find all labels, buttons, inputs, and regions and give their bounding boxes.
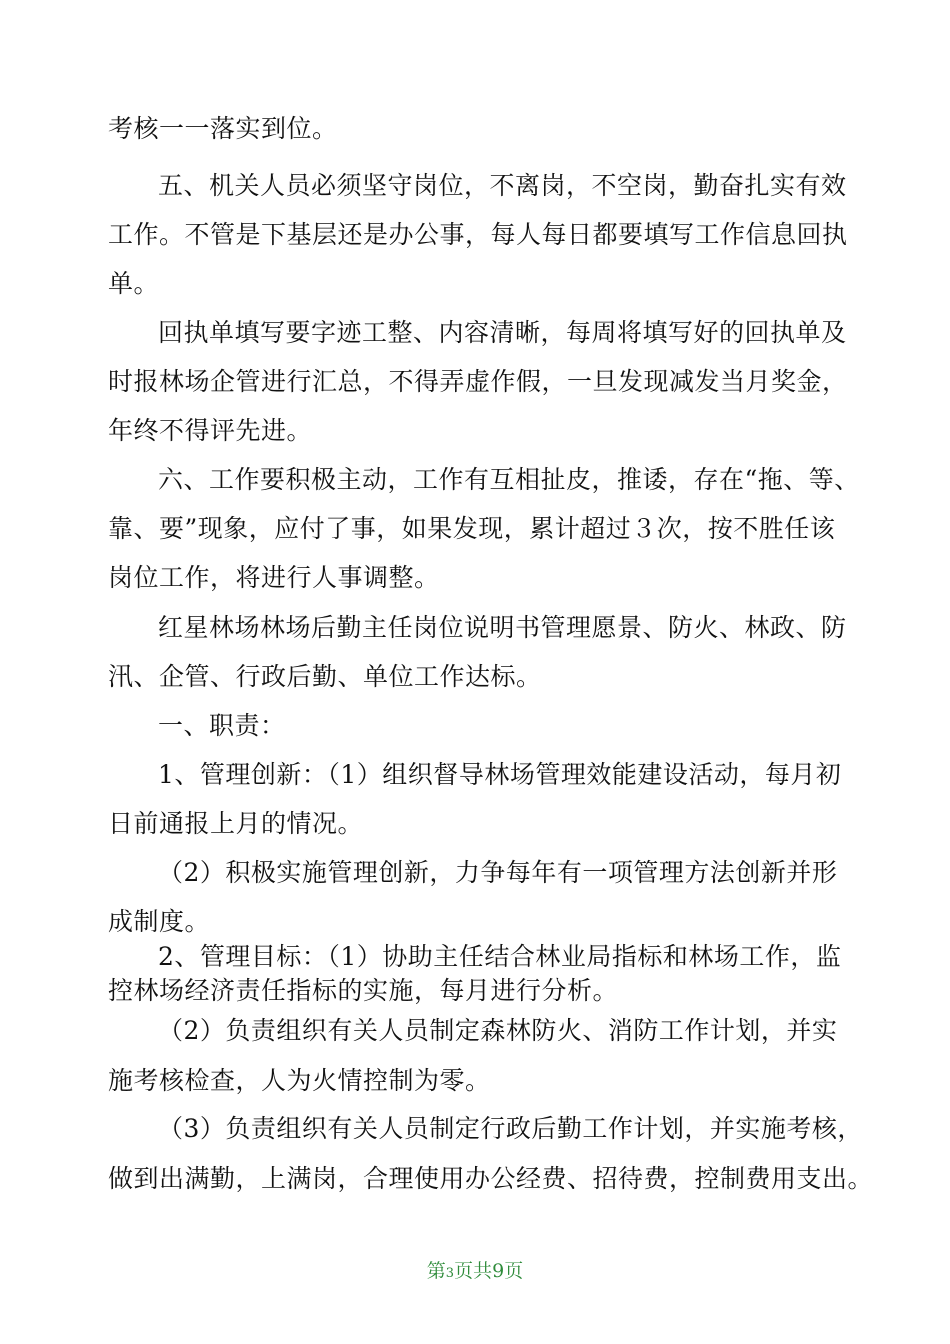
text-line: 靠、要”现象，应付了事，如果发现，累计超过３次，按不胜任该: [108, 514, 836, 543]
text-line: （2）积极实施管理创新，力争每年有一项管理方法创新并形: [158, 858, 838, 887]
text-line: 成制度。: [108, 907, 211, 936]
text-line: 回执单填写要字迹工整、内容清晰，每周将填写好的回执单及: [158, 318, 847, 347]
section-heading: 一、职责：: [158, 711, 286, 740]
text-line: （2）负责组织有关人员制定森林防火、消防工作计划，并实: [158, 1016, 838, 1045]
text-line: 控林场经济责任指标的实施，每月进行分析。: [108, 976, 619, 1005]
text-line: 汛、企管、行政后勤、单位工作达标。: [108, 662, 542, 691]
text-line: 五、机关人员必须坚守岗位，不离岗，不空岗，勤奋扎实有效: [158, 171, 847, 200]
text-line: 做到出满勤，上满岗，合理使用办公经费、招待费，控制费用支出。: [108, 1164, 874, 1193]
text-line: 时报林场企管进行汇总，不得弄虚作假，一旦发现减发当月奖金，: [108, 367, 848, 396]
text-line: 岗位工作，将进行人事调整。: [108, 563, 440, 592]
footer-middle: 页共: [454, 1260, 493, 1282]
text-line: 红星林场林场后勤主任岗位说明书管理愿景、防火、林政、防: [158, 613, 847, 642]
text-line: 考核一一落实到位。: [108, 114, 338, 143]
text-line: 1、管理创新：（1）组织督导林场管理效能建设活动，每月初: [158, 760, 842, 789]
text-line: 2、管理目标：（1）协助主任结合林业局指标和林场工作，监: [158, 942, 842, 971]
text-line: （3）负责组织有关人员制定行政后勤工作计划，并实施考核，: [158, 1114, 863, 1143]
text-line: 工作。不管是下基层还是办公事，每人每日都要填写工作信息回执: [108, 220, 848, 249]
footer-prefix: 第: [426, 1260, 446, 1282]
text-line: 施考核检查，人为火情控制为零。: [108, 1066, 491, 1095]
text-line: 六、工作要积极主动，工作有互相扯皮，推诿，存在“拖、等、: [158, 465, 860, 494]
text-line: 年终不得评先进。: [108, 416, 313, 445]
page-footer: [0, 1259, 950, 1286]
footer-page-number: 3: [445, 1266, 455, 1281]
text-line: 单。: [108, 269, 160, 298]
footer-suffix: 页: [504, 1260, 524, 1282]
text-line: 日前通报上月的情况。: [108, 809, 364, 838]
footer-total-pages: 9: [492, 1260, 505, 1282]
